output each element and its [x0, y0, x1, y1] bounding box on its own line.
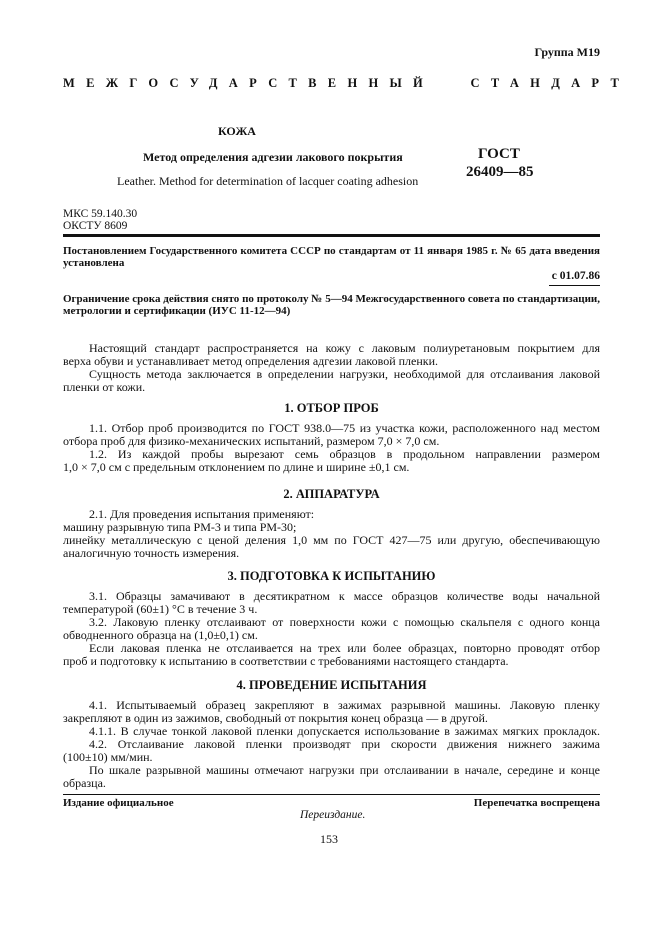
section-line: 4.1. Испытываемый образец закрепляют в зажимах разрывной машины. Лаковую пленку — [89, 699, 600, 712]
section-line: 2.1. Для проведения испытания применяют: — [89, 507, 315, 521]
section-line: аналогичную точность измерения. — [63, 546, 240, 560]
section-line: 4.1.1. В случае тонкой лаковой пленки допускается использование в зажимах мягких прокладок. — [89, 725, 600, 738]
date-underline — [549, 285, 600, 286]
section-line: По шкале разрывной машины отмечают нагрузки при отслаивании в начале, середине и конце — [89, 764, 600, 777]
intro-line: Настоящий стандарт распространяется на кожу с лаковым полиуретановым покрытием для — [89, 342, 600, 355]
section-line: Если лаковая пленка не отслаивается на трех или более образцах, повторно проводят отбор — [89, 642, 600, 655]
intro-line: верха обуви и устанавливает метод определения адгезии лаковой пленки. — [63, 354, 439, 368]
title-sub: Метод определения адгезии лакового покрытия — [143, 150, 403, 164]
section-heading: 1. ОТБОР ПРОБ — [284, 401, 379, 415]
effective-date: с 01.07.86 — [551, 270, 600, 282]
group-label: Группа М19 — [534, 45, 600, 59]
title-main: КОЖА — [218, 124, 256, 138]
footer-divider — [63, 794, 600, 795]
divider — [63, 234, 600, 237]
section-line: линейку металлическую с ценой деления 1,0 мм по ГОСТ 427—75 или другую, обеспечивающую — [63, 534, 600, 547]
decree-line: установлена — [63, 257, 125, 269]
section-line: 1.2. Из каждой пробы вырезают семь образцов в продольном направлении размером — [89, 448, 600, 461]
intro-line: Сущность метода заключается в определении нагрузки, необходимой для отслаивания лаковой — [89, 368, 600, 381]
section-line: 1,0 × 7,0 см с предельным отклонением по длине и ширине ±0,1 см. — [63, 460, 410, 474]
footer-official: Издание официальное — [63, 797, 174, 809]
section-line: 1.1. Отбор проб производится по ГОСТ 938.0—75 из участка кожи, расположенного над местом — [89, 422, 600, 435]
gost-number: 26409—85 — [466, 164, 534, 180]
code-okstu: ОКСТУ 8609 — [63, 220, 128, 232]
section-heading: 3. ПОДГОТОВКА К ИСПЫТАНИЮ — [227, 569, 436, 583]
section-heading: 2. АППАРАТУРА — [283, 487, 380, 501]
footer-reissue: Переиздание. — [300, 809, 366, 821]
section-line: 3.2. Лаковую пленку отслаивают от поверхности кожи с помощью скальпеля с одного конца — [89, 616, 600, 629]
section-line: обводненного образца на (1,0±0,1) см. — [63, 628, 258, 642]
section-line: температурой (60±1) °С в течение 3 ч. — [63, 602, 258, 616]
section-line: машину разрывную типа РМ-3 и типа РМ-30; — [63, 520, 297, 534]
footer-reprint: Перепечатка воспрещена — [473, 797, 600, 809]
intro-line: пленки от кожи. — [63, 380, 146, 394]
section-line: закрепляют в один из зажимов, свободный от покрытия конец образца — в другой. — [63, 711, 488, 725]
section-line: проб и подготовку к испытанию в соответствии с требованиями настоящего стандарта. — [63, 654, 509, 668]
code-mks: МКС 59.140.30 — [63, 208, 138, 220]
section-line: образца. — [63, 776, 106, 790]
gost-label: ГОСТ — [478, 146, 520, 162]
title-english: Leather. Method for determination of lacquer coating adhesion — [117, 174, 419, 188]
section-line: 3.1. Образцы замачивают в десятикратном к массе образцов количестве воды начальной — [89, 590, 600, 603]
section-line: 4.2. Отслаивание лаковой пленки производят при скорости движения нижнего зажима — [89, 738, 600, 751]
restriction-line: метрологии и сертификации (ИУС 11-12—94) — [63, 305, 291, 317]
section-heading: 4. ПРОВЕДЕНИЕ ИСПЫТАНИЯ — [236, 678, 427, 692]
section-line: отбора проб для физико-механических испытаний, размером 7,0 × 7,0 см. — [63, 434, 440, 448]
banner: МЕЖГОСУДАРСТВЕННЫЙ СТАНДАРТ — [63, 76, 631, 90]
restriction-line: Ограничение срока действия снято по протоколу № 5—94 Межгосударственного совета по стандартизации, — [63, 293, 600, 305]
decree-line: Постановлением Государственного комитета СССР по стандартам от 11 января 1985 г. № 65 дата введения — [63, 245, 600, 257]
page-number: 153 — [320, 832, 338, 846]
section-line: (100±10) мм/мин. — [63, 750, 153, 764]
